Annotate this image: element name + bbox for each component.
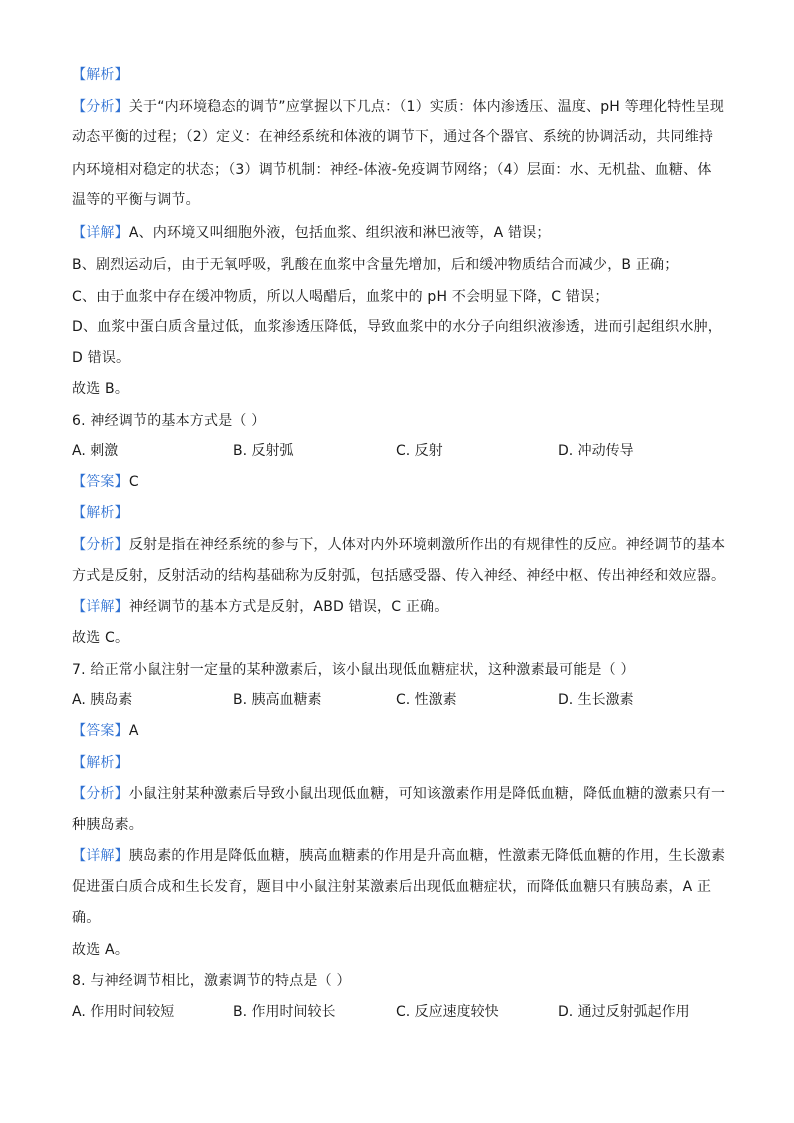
analysis-paragraph [72,98,724,116]
detail-line: C、由于血浆中存在缓冲物质，所以人喝醋后，血浆中的 pH 不会明显下降，C 错误； [72,289,609,305]
conclusion: 故选 B。 [72,381,130,397]
detail-line: B、剧烈运动后，由于无氧呼吸，乳酸在血浆中含量先增加，后和缓冲物质结合而减少，B 正确； [72,257,679,273]
analysis-tag: 【分析】 [72,786,129,802]
answer-tag: 【答案】 [72,723,129,739]
q7-answer [72,722,139,740]
detail-line: D 错误。 [72,350,131,366]
q8-option-b: B. 作用时间较长 [233,1004,336,1020]
analysis-line: 方式是反射，反射活动的结构基础称为反射弧，包括感受器、传入神经、神经中枢、传出神经和效应器。 [72,568,726,584]
q7-detail [72,847,725,865]
analysis-text: 反射是指在神经系统的参与下，人体对内外环境刺激所作出的有规律性的反应。神经调节的基本 [128,537,726,553]
question-7-stem: 7. 给正常小鼠注射一定量的某种激素后，该小鼠出现低血糖症状，这种激素最可能是（ ） [72,662,635,678]
section-label-jiexi: 【解析】 [72,505,129,521]
q7-option-c: C. 性激素 [396,692,457,708]
analysis-text: 关于“内环境稳态的调节”应掌握以下几点：（1）实质：体内渗透压、温度、pH 等理化特性呈现 [128,99,725,115]
question-6-stem: 6. 神经调节的基本方式是（ ） [72,413,266,429]
detail-line: 确。 [72,910,101,926]
q7-option-a: A. 胰岛素 [72,692,133,708]
analysis-text: 小鼠注射某种激素后导致小鼠出现低血糖，可知该激素作用是降低血糖，降低血糖的激素只有一 [128,786,726,802]
q8-option-c: C. 反应速度较快 [396,1004,499,1020]
q6-option-d: D. 冲动传导 [558,443,634,459]
detail-paragraph [72,224,551,242]
answer-tag: 【答案】 [72,474,129,490]
conclusion: 故选 C。 [72,630,130,646]
q6-analysis [72,536,725,554]
q6-option-a: A. 刺激 [72,443,119,459]
q6-option-c: C. 反射 [396,443,443,459]
q8-option-a: A. 作用时间较短 [72,1004,175,1020]
q7-option-d: D. 生长激素 [558,692,634,708]
detail-text: A、内环境又叫细胞外液，包括血浆、组织液和淋巴液等，A 错误； [128,225,551,241]
analysis-line: 动态平衡的过程；（2）定义：在神经系统和体液的调节下，通过各个器官、系统的协调活动，共同维持 [72,129,714,145]
q6-answer [72,473,139,491]
q7-option-b: B. 胰高血糖素 [233,692,322,708]
answer-value: A [128,723,139,739]
q6-detail [72,598,448,616]
question-8-stem: 8. 与神经调节相比，激素调节的特点是（ ） [72,973,351,989]
analysis-tag: 【分析】 [72,99,129,115]
answer-value: C [128,474,139,490]
detail-line: D、血浆中蛋白质含量过低，血浆渗透压降低，导致血浆中的水分子向组织液渗透，进而引起组织水肿， [72,319,722,335]
detail-text: 胰岛素的作用是降低血糖，胰高血糖素的作用是升高血糖，性激素无降低血糖的作用，生长激素 [128,848,726,864]
detail-tag: 【详解】 [72,225,129,241]
section-label-jiexi: 【解析】 [72,755,129,771]
q7-analysis [72,785,725,803]
detail-tag: 【详解】 [72,848,129,864]
detail-line: 促进蛋白质合成和生长发育，题目中小鼠注射某激素后出现低血糖症状，而降低血糖只有胰岛素，A 正 [72,879,712,895]
conclusion: 故选 A。 [72,942,130,958]
section-label-jiexi: 【解析】 [72,67,129,83]
analysis-tag: 【分析】 [72,537,129,553]
detail-tag: 【详解】 [72,599,129,615]
analysis-line: 温等的平衡与调节。 [72,192,200,208]
analysis-line: 内环境相对稳定的状态；（3）调节机制：神经-体液-免疫调节网络；（4）层面：水、无机盐、血糖、体 [72,162,712,178]
detail-text: 神经调节的基本方式是反射，ABD 错误，C 正确。 [128,599,449,615]
analysis-line: 种胰岛素。 [72,817,143,833]
q8-option-d: D. 通过反射弧起作用 [558,1004,690,1020]
q6-option-b: B. 反射弧 [233,443,294,459]
